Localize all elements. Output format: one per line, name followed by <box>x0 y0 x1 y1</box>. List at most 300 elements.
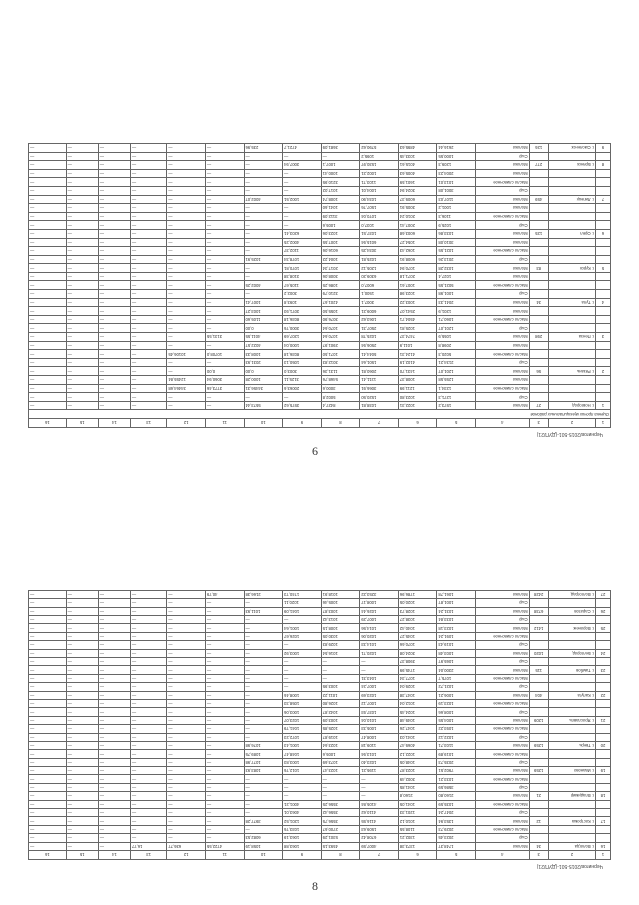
table-cell: — <box>167 666 206 674</box>
column-header: 9 <box>283 851 322 860</box>
table-cell: — <box>130 599 166 607</box>
table-cell: — <box>98 298 130 307</box>
table-cell <box>596 324 611 333</box>
table-cell: 636,77 <box>167 842 206 850</box>
table-cell: 1001,64 <box>283 624 322 632</box>
table-cell: 1008,46 <box>283 691 322 699</box>
table-row <box>29 683 611 691</box>
table-cell: — <box>205 599 244 607</box>
table-cell: 2134,21 <box>437 358 476 367</box>
table-cell: — <box>98 716 130 724</box>
table-cell: г. Саратов <box>548 607 595 615</box>
table-cell: 1109,18 <box>360 741 399 749</box>
table-cell <box>548 247 595 256</box>
table-row <box>29 691 611 699</box>
table-cell: — <box>130 691 166 699</box>
table-cell: — <box>167 758 206 766</box>
table-cell: Сыр <box>475 783 529 791</box>
table-cell: — <box>66 264 98 273</box>
table-cell: 1105,60 <box>244 315 283 324</box>
table-cell: — <box>98 616 130 624</box>
table-cell: 298 <box>529 333 548 342</box>
table-cell: 1271,3 <box>437 393 476 402</box>
table-cell: 1002,21 <box>360 169 399 178</box>
table-cell: 2060,81 <box>360 367 399 376</box>
table-cell <box>596 674 611 682</box>
table-cell <box>596 800 611 808</box>
table-cell: — <box>130 384 166 393</box>
table-cell: 4063,01 <box>283 809 322 817</box>
table-cell: Молоко <box>475 161 529 170</box>
table-cell: — <box>205 750 244 758</box>
table-cell: — <box>244 599 283 607</box>
table-cell: 1055,50 <box>321 307 360 316</box>
table-cell: 3060,94 <box>205 376 244 385</box>
table-cell: — <box>167 204 206 213</box>
table-cell: — <box>167 691 206 699</box>
table-cell: — <box>66 161 98 170</box>
column-header: 11 <box>205 851 244 860</box>
column-header: 8 <box>321 851 360 860</box>
table-cell: — <box>130 315 166 324</box>
table-cell: — <box>205 238 244 247</box>
table-cell: 3681,09 <box>321 144 360 153</box>
table-cell <box>596 281 611 290</box>
table-cell: — <box>98 699 130 707</box>
column-header: 15 <box>66 419 98 428</box>
table-cell: — <box>29 792 67 800</box>
table-cell: — <box>205 649 244 657</box>
table-cell: — <box>98 333 130 342</box>
table-cell: — <box>29 152 67 161</box>
table-cell: — <box>205 255 244 264</box>
table-cell: г. Волгоград <box>548 590 595 598</box>
table-cell: — <box>29 775 67 783</box>
table-cell: 3071,93 <box>283 307 322 316</box>
table-cell: — <box>29 666 67 674</box>
table-cell: — <box>130 247 166 256</box>
table-cell: — <box>29 255 67 264</box>
table-cell: — <box>98 649 130 657</box>
table-cell: — <box>130 376 166 385</box>
table-cell <box>596 272 611 281</box>
table-cell: — <box>167 367 206 376</box>
table-cell: 1103,71 <box>437 741 476 749</box>
data-table <box>28 590 611 860</box>
table-cell: — <box>98 666 130 674</box>
table-cell: — <box>66 255 98 264</box>
table-cell: 1006,21 <box>437 691 476 699</box>
table-cell: — <box>66 341 98 350</box>
table-cell: 1103,71 <box>360 178 399 187</box>
table-cell: — <box>130 350 166 359</box>
table-cell: Масло сливочное <box>475 699 529 707</box>
table-cell: Молоко <box>475 367 529 376</box>
table-cell: — <box>167 195 206 204</box>
table-cell: 4504,71 <box>398 315 437 324</box>
column-header: 8 <box>321 419 360 428</box>
table-cell: 1 <box>596 401 611 410</box>
table-cell: — <box>167 333 206 342</box>
table-row <box>29 298 611 307</box>
table-cell: — <box>167 212 206 221</box>
table-cell: — <box>66 792 98 800</box>
table-cell: 0,00 <box>244 367 283 376</box>
table-cell: — <box>98 842 130 850</box>
table-cell: — <box>130 750 166 758</box>
column-header: 6 <box>398 851 437 860</box>
table-cell: — <box>205 178 244 187</box>
table-cell: — <box>205 290 244 299</box>
table-cell: — <box>98 800 130 808</box>
table-row <box>29 255 611 264</box>
table-cell: 1026,80 <box>321 699 360 707</box>
table-cell: 1091,24 <box>437 632 476 640</box>
table-cell: — <box>205 800 244 808</box>
table-cell: — <box>167 393 206 402</box>
table-cell: — <box>29 324 67 333</box>
table-cell: — <box>98 307 130 316</box>
page-number: 8 <box>312 879 318 893</box>
table-cell <box>548 699 595 707</box>
table-cell: 8036,18 <box>283 350 322 359</box>
column-header: 14 <box>98 419 130 428</box>
table-cell: 1000,04 <box>283 341 322 350</box>
table-cell: 6738 <box>529 607 548 615</box>
table-cell: 40,79 <box>205 590 244 598</box>
table-cell: — <box>360 666 399 674</box>
table-cell: — <box>167 152 206 161</box>
table-cell: — <box>66 247 98 256</box>
table-row <box>29 800 611 808</box>
table-cell: 1786,96 <box>398 590 437 598</box>
table-cell: 1041,85 <box>398 783 437 791</box>
table-cell: 1089,75 <box>244 750 283 758</box>
table-cell: 17 <box>596 817 611 825</box>
table-cell: — <box>167 221 206 230</box>
table-cell <box>529 750 548 758</box>
table-cell: 1048,05 <box>398 758 437 766</box>
table-cell: 2010,24 <box>398 212 437 221</box>
table-cell: — <box>98 641 130 649</box>
table-cell <box>529 708 548 716</box>
table-cell: 27 <box>529 401 548 410</box>
top-page <box>28 24 611 440</box>
table-cell: — <box>98 741 130 749</box>
table-cell: 6309,20 <box>360 272 399 281</box>
table-cell: г. Вологда <box>548 842 595 850</box>
table-cell: — <box>130 290 166 299</box>
table-cell: — <box>98 367 130 376</box>
table-cell: — <box>167 624 206 632</box>
table-cell: 1054,27 <box>398 238 437 247</box>
column-header: 3 <box>529 851 548 860</box>
table-cell: — <box>66 775 98 783</box>
table-cell <box>548 221 595 230</box>
table-cell: — <box>29 358 67 367</box>
table-cell: — <box>66 834 98 842</box>
table-cell: 1259 <box>529 741 548 749</box>
table-cell: Молоко <box>475 842 529 850</box>
table-cell: — <box>29 238 67 247</box>
table-cell: 3131,55 <box>205 333 244 342</box>
table-cell: — <box>130 341 166 350</box>
table-cell: 277 <box>529 161 548 170</box>
table-cell: 1033,84 <box>437 616 476 624</box>
table-cell: — <box>29 341 67 350</box>
table-cell: 2029,73 <box>437 825 476 833</box>
table-cell: — <box>66 716 98 724</box>
table-cell: 4011,55 <box>244 333 283 342</box>
table-cell <box>596 204 611 213</box>
table-cell: 235,96 <box>244 144 283 153</box>
table-cell: — <box>29 401 67 410</box>
table-cell: — <box>98 825 130 833</box>
table-cell: Молоко <box>475 195 529 204</box>
table-cell: 18 <box>596 792 611 800</box>
table-cell: 1032,28 <box>437 264 476 273</box>
table-cell <box>596 733 611 741</box>
table-cell: 3066,91 <box>360 384 399 393</box>
table-cell: — <box>130 649 166 657</box>
data-table <box>28 143 611 428</box>
table-row <box>29 333 611 342</box>
table-cell: Сыр <box>475 186 529 195</box>
table-cell: г. Воронеж <box>548 624 595 632</box>
table-cell: Сыр <box>475 834 529 842</box>
table-cell <box>596 708 611 716</box>
table-row <box>29 624 611 632</box>
table-cell: — <box>283 666 322 674</box>
table-row <box>29 641 611 649</box>
table-cell: Сыр <box>475 809 529 817</box>
table-cell: 20 <box>596 741 611 749</box>
table-cell <box>548 750 595 758</box>
table-cell: — <box>29 825 67 833</box>
table-cell <box>548 809 595 817</box>
table-cell <box>529 800 548 808</box>
table-cell: — <box>66 401 98 410</box>
table-cell: 16 <box>596 842 611 850</box>
table-cell <box>529 221 548 230</box>
table-cell: — <box>130 624 166 632</box>
table-row <box>29 607 611 615</box>
table-cell: 25 <box>596 624 611 632</box>
table-cell: 1026,44 <box>360 607 399 615</box>
table-cell: 4007,59 <box>360 842 399 850</box>
table-row <box>29 290 611 299</box>
table-cell: — <box>130 212 166 221</box>
table-cell: 1024,45 <box>398 708 437 716</box>
table-cell: — <box>167 178 206 187</box>
table-row <box>29 733 611 741</box>
column-header: 10 <box>244 419 283 428</box>
table-cell: 1003,09 <box>321 716 360 724</box>
table-cell: — <box>244 641 283 649</box>
table-cell: — <box>130 264 166 273</box>
table-cell <box>529 393 548 402</box>
table-cell: 1008,17 <box>360 599 399 607</box>
table-cell: — <box>66 298 98 307</box>
table-cell: — <box>66 315 98 324</box>
table-cell: 6708,42 <box>360 834 399 842</box>
table-cell: Масло сливочное <box>475 632 529 640</box>
table-cell: — <box>167 599 206 607</box>
table-cell: 1201,9 <box>437 307 476 316</box>
table-cell: — <box>98 376 130 385</box>
table-cell: 459 <box>529 195 548 204</box>
table-cell: — <box>29 658 67 666</box>
column-header: 16 <box>29 419 67 428</box>
table-cell <box>596 393 611 402</box>
table-cell: — <box>167 401 206 410</box>
table-cell <box>548 674 595 682</box>
table-cell <box>548 376 595 385</box>
table-cell: 4005,63 <box>398 169 437 178</box>
table-cell: 1070,81 <box>283 264 322 273</box>
table-cell: — <box>283 169 322 178</box>
table-cell: — <box>205 666 244 674</box>
table-cell: 3556,42 <box>321 809 360 817</box>
table-cell: — <box>205 204 244 213</box>
table-cell: — <box>98 195 130 204</box>
table-cell: 4002,25 <box>244 281 283 290</box>
table-cell: 1373,38 <box>398 842 437 850</box>
table-cell: — <box>29 229 67 238</box>
table-row <box>29 229 611 238</box>
table-cell <box>596 358 611 367</box>
table-cell: 1077,34 <box>398 674 437 682</box>
table-cell: — <box>29 733 67 741</box>
table-cell: — <box>29 674 67 682</box>
table-cell <box>596 783 611 791</box>
table-cell: — <box>98 315 130 324</box>
table-cell: — <box>205 186 244 195</box>
table-cell: — <box>244 733 283 741</box>
table-cell: — <box>29 195 67 204</box>
table-cell: Молоко <box>475 741 529 749</box>
table-cell: — <box>167 186 206 195</box>
table-cell: — <box>205 632 244 640</box>
table-cell: — <box>205 144 244 153</box>
table-cell: — <box>66 599 98 607</box>
table-cell: — <box>98 758 130 766</box>
table-cell: 1033,45 <box>398 152 437 161</box>
table-cell: Молоко <box>475 169 529 178</box>
table-cell: 1013,01 <box>437 178 476 187</box>
table-row <box>29 758 611 766</box>
table-row <box>29 658 611 666</box>
table-cell <box>529 212 548 221</box>
table-cell <box>596 221 611 230</box>
table-cell: — <box>130 607 166 615</box>
table-cell: 1020,05 <box>398 599 437 607</box>
table-cell <box>596 290 611 299</box>
table-cell: 1001,2 <box>437 204 476 213</box>
table-cell: — <box>66 725 98 733</box>
table-cell: — <box>360 783 399 791</box>
table-cell: — <box>66 393 98 402</box>
table-cell: — <box>29 607 67 615</box>
table-cell: 1201,33 <box>398 809 437 817</box>
table-cell: 1302,21 <box>398 834 437 842</box>
table-cell: 3076,90 <box>321 315 360 324</box>
table-cell: — <box>205 817 244 825</box>
table-row <box>29 792 611 800</box>
table-cell: 1047,38 <box>398 691 437 699</box>
column-header: 3 <box>529 419 548 428</box>
table-cell: 1509,63 <box>360 825 399 833</box>
table-cell: — <box>66 708 98 716</box>
table-cell: — <box>130 221 166 230</box>
table-cell: 1025,9 <box>437 221 476 230</box>
table-cell: — <box>66 632 98 640</box>
table-cell: 1003,83 <box>283 758 322 766</box>
table-cell: 2023,45 <box>437 834 476 842</box>
table-cell: 1041,05 <box>398 800 437 808</box>
table-cell <box>596 658 611 666</box>
table-cell: 1058,19 <box>244 842 283 850</box>
table-cell <box>596 169 611 178</box>
table-cell: 8427,4 <box>321 401 360 410</box>
table-cell: 1030,05 <box>321 632 360 640</box>
table-cell <box>529 272 548 281</box>
table-cell: 1748,37 <box>437 842 476 850</box>
table-cell: — <box>244 264 283 273</box>
table-cell: — <box>205 699 244 707</box>
table-cell: Сыр <box>475 641 529 649</box>
table-cell: — <box>283 674 322 682</box>
table-cell: — <box>244 616 283 624</box>
table-cell: — <box>98 178 130 187</box>
table-cell: 1070,04 <box>360 212 399 221</box>
table-cell: — <box>321 658 360 666</box>
table-cell: Сыр <box>475 152 529 161</box>
table-cell: г. Рязань <box>548 367 595 376</box>
table-cell: 4110,62 <box>360 809 399 817</box>
table-cell: 1023,07 <box>283 716 322 724</box>
table-cell: — <box>66 272 98 281</box>
table-cell: — <box>167 590 206 598</box>
table-cell <box>529 725 548 733</box>
table-cell: 1012,04 <box>398 699 437 707</box>
table-cell: Молоко <box>475 307 529 316</box>
table-cell <box>548 350 595 359</box>
table-cell: — <box>66 144 98 153</box>
table-cell <box>596 825 611 833</box>
table-cell <box>529 281 548 290</box>
table-cell: — <box>360 775 399 783</box>
table-cell <box>548 281 595 290</box>
table-cell: 1601,59 <box>398 178 437 187</box>
table-cell: г. Курск <box>548 264 595 273</box>
table-cell: — <box>205 767 244 775</box>
table-cell: Молоко <box>475 590 529 598</box>
table-cell: 1573,2 <box>437 401 476 410</box>
table-cell: — <box>29 750 67 758</box>
table-cell <box>548 658 595 666</box>
table-cell: 1005,6 <box>321 221 360 230</box>
table-cell: 1008,33 <box>244 350 283 359</box>
table-cell: — <box>205 758 244 766</box>
table-cell: — <box>130 229 166 238</box>
table-cell <box>596 809 611 817</box>
table-cell: — <box>205 733 244 741</box>
table-cell: 6015,94 <box>360 238 399 247</box>
table-cell <box>529 384 548 393</box>
table-cell: — <box>205 641 244 649</box>
table-cell: — <box>167 229 206 238</box>
